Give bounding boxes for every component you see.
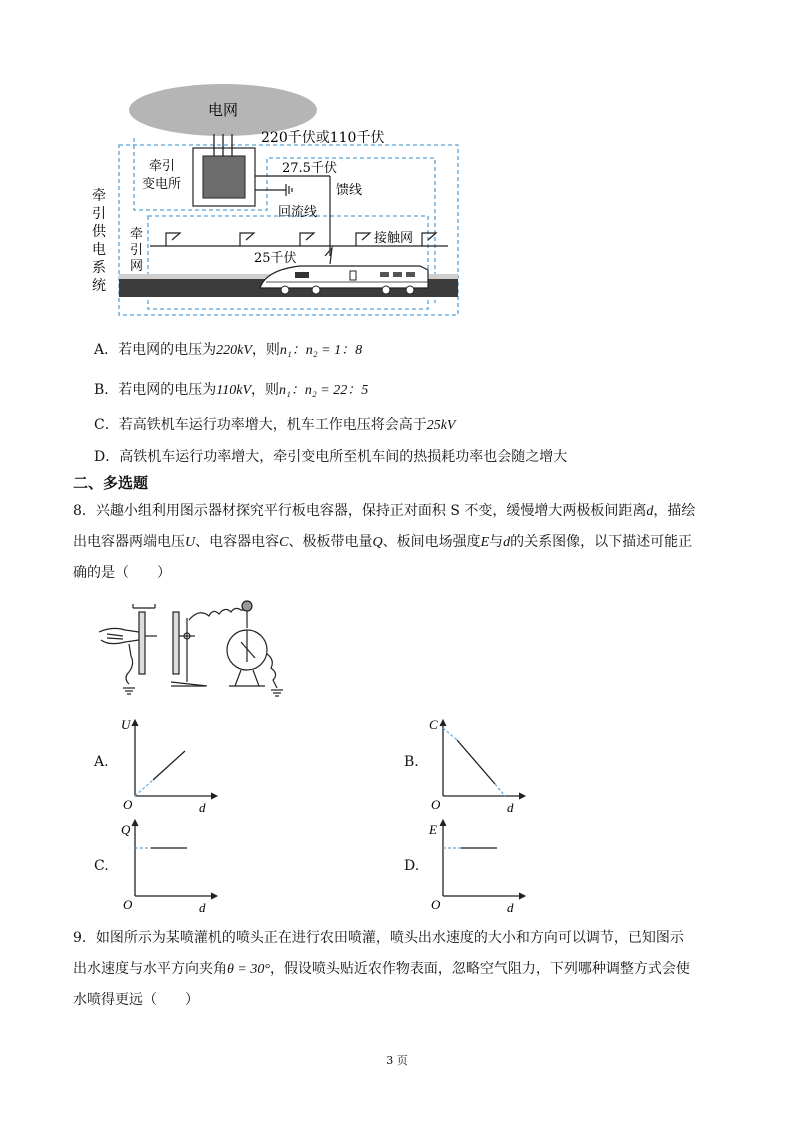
system-label-3: 电 (92, 242, 106, 258)
graph-c-origin: O (123, 897, 133, 912)
graph-d-x-label: d (507, 900, 514, 912)
section-heading: 二、多选题 (73, 474, 149, 492)
q7-option-d: D．高铁机车运行功率增大，牵引变电所至机车间的热损耗功率也会随之增大 (94, 449, 568, 465)
graph-a-x-label: d (199, 800, 206, 812)
graph-d (423, 816, 533, 912)
graph-b-origin: O (431, 797, 441, 812)
graph-a-dashed-segment (135, 780, 153, 796)
capacitor-apparatus-figure (95, 598, 300, 698)
graph-b-dashed-bottom (495, 784, 505, 796)
net-label-1: 牵 (130, 227, 144, 242)
q7-option-a: A．若电网的电压为220kV，则n₁：n₂ = 1：8 (94, 342, 363, 358)
grid-label: 电网 (207, 101, 239, 119)
q9-line-3: 水喷得更远（ ） (73, 992, 199, 1008)
traction-power-figure (90, 78, 470, 323)
system-label-5: 统 (92, 278, 106, 294)
voltage-high: 220千伏或110千伏 (261, 130, 385, 146)
graph-a (115, 716, 225, 812)
graph-c-label: C. (94, 858, 109, 874)
graph-c-x-label: d (199, 900, 206, 912)
graph-a-solid-segment (153, 751, 185, 780)
graph-a-label: A. (94, 754, 109, 770)
graph-d-origin: O (431, 897, 441, 912)
contact-label: 接触网 (374, 231, 414, 246)
graph-b-label: B. (404, 754, 419, 770)
graph-b-solid-segment (457, 740, 495, 784)
q9-line-2: 出水速度与水平方向夹角θ = 30°，假设喷头贴近农作物表面，忽略空气阻力，下列哪种调整方式会使 (73, 961, 690, 977)
system-label-1: 引 (92, 206, 106, 222)
graph-c-y-label: Q (121, 822, 131, 837)
graph-d-y-label: E (429, 822, 437, 837)
net-label-3: 网 (130, 259, 144, 274)
graph-b (423, 716, 533, 812)
graph-b-y-label: C (429, 717, 438, 732)
system-label-4: 系 (92, 260, 106, 276)
q7-option-b: B．若电网的电压为110kV，则n₁：n₂ = 22：5 (94, 382, 369, 398)
graph-c (115, 816, 225, 912)
graph-a-origin: O (123, 797, 133, 812)
return-label: 回流线 (278, 205, 318, 220)
q8-line-2: 出电容器两端电压U、电容器电容C、极板带电量Q、板间电场强度E与d的关系图像，以下描述可能正 (73, 534, 693, 550)
voltage-train: 25千伏 (254, 251, 297, 266)
q8-line-3: 确的是（ ） (73, 565, 171, 581)
graph-b-x-label: d (507, 800, 514, 812)
q9-line-1: 9．如图所示为某喷灌机的喷头正在进行农田喷灌，喷头出水速度的大小和方向可以调节，已知图示 (73, 930, 684, 946)
page-number: 3 页 (386, 1054, 408, 1067)
system-label-2: 供 (92, 224, 106, 240)
feeder-label: 馈线 (336, 183, 363, 198)
graph-a-y-label: U (121, 717, 131, 732)
substation-label-2: 变电所 (142, 177, 182, 192)
net-label-2: 引 (130, 243, 144, 258)
graph-b-dashed-top (443, 728, 457, 740)
substation-label-1: 牵引 (149, 159, 176, 174)
q7-option-c: C．若高铁机车运行功率增大，机车工作电压将会高于25kV (94, 417, 456, 433)
graph-d-label: D. (404, 858, 420, 874)
voltage-feed: 27.5千伏 (282, 161, 337, 176)
q8-line-1: 8．兴趣小组利用图示器材探究平行板电容器，保持正对面积 S 不变，缓慢增大两极板间距离d，描绘 (73, 503, 696, 519)
system-label-0: 牵 (92, 188, 106, 204)
